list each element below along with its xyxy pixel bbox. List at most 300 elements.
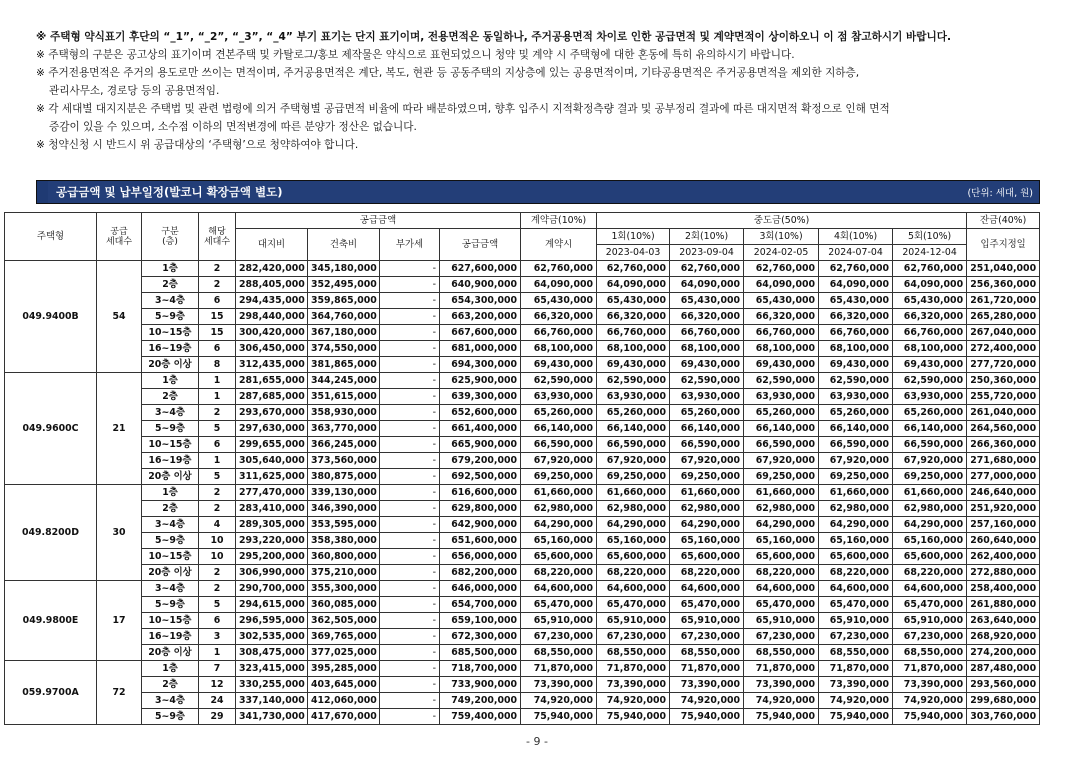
supply-cell: 694,300,000 xyxy=(440,357,521,373)
table-row xyxy=(5,469,1040,485)
contract-cell: 75,940,000 xyxy=(521,709,597,725)
table-row xyxy=(5,517,1040,533)
middle-payment-5-cell: 66,760,000 xyxy=(893,325,967,341)
vat-cell: - xyxy=(380,645,440,661)
middle-payment-2-cell: 66,140,000 xyxy=(670,421,744,437)
section-header xyxy=(36,180,1040,204)
middle-payment-4-cell: 68,100,000 xyxy=(819,341,893,357)
building-cell: 381,865,000 xyxy=(308,357,380,373)
building-cell: 352,495,000 xyxy=(308,277,380,293)
middle-payment-5-cell: 73,390,000 xyxy=(893,677,967,693)
middle-payment-4-cell: 65,910,000 xyxy=(819,613,893,629)
middle-payment-4-cell: 62,760,000 xyxy=(819,261,893,277)
count-cell: 1 xyxy=(199,373,236,389)
middle-payment-4-cell: 65,260,000 xyxy=(819,405,893,421)
supply-cell: 646,000,000 xyxy=(440,581,521,597)
middle-payment-4-cell: 71,870,000 xyxy=(819,661,893,677)
vat-cell: - xyxy=(380,437,440,453)
middle-payment-3-cell: 65,430,000 xyxy=(744,293,819,309)
middle-payment-2-cell: 65,160,000 xyxy=(670,533,744,549)
land-cell: 299,655,000 xyxy=(236,437,308,453)
land-cell: 323,415,000 xyxy=(236,661,308,677)
supply-cell: 665,900,000 xyxy=(440,437,521,453)
middle-payment-5-cell: 65,430,000 xyxy=(893,293,967,309)
balance-cell: 272,880,000 xyxy=(967,565,1040,581)
vat-cell: - xyxy=(380,357,440,373)
contract-cell: 73,390,000 xyxy=(521,677,597,693)
count-cell: 4 xyxy=(199,517,236,533)
middle-payment-3-cell: 69,430,000 xyxy=(744,357,819,373)
floor-cell: 1층 xyxy=(142,485,199,501)
vat-cell: - xyxy=(380,501,440,517)
middle-payment-2-cell: 65,260,000 xyxy=(670,405,744,421)
count-cell: 24 xyxy=(199,693,236,709)
header-balance: 입주지정일 xyxy=(967,229,1040,261)
middle-payment-4-cell: 66,760,000 xyxy=(819,325,893,341)
land-cell: 283,410,000 xyxy=(236,501,308,517)
middle-payment-2-cell: 68,550,000 xyxy=(670,645,744,661)
header-contract-group: 계약금(10%) xyxy=(521,213,597,229)
middle-payment-1-cell: 66,320,000 xyxy=(597,309,670,325)
table-row xyxy=(5,645,1040,661)
land-cell: 288,405,000 xyxy=(236,277,308,293)
table-row xyxy=(5,565,1040,581)
middle-payment-2-cell: 63,930,000 xyxy=(670,389,744,405)
land-cell: 306,990,000 xyxy=(236,565,308,581)
building-cell: 345,180,000 xyxy=(308,261,380,277)
count-cell: 6 xyxy=(199,613,236,629)
middle-payment-4-cell: 64,600,000 xyxy=(819,581,893,597)
floor-cell: 16~19층 xyxy=(142,341,199,357)
price-table-body xyxy=(5,261,1040,725)
count-cell: 15 xyxy=(199,325,236,341)
middle-payment-1-cell: 65,910,000 xyxy=(597,613,670,629)
middle-payment-3-cell: 75,940,000 xyxy=(744,709,819,725)
note-line: ※ 청약신청 시 반드시 위 공급대상의 ‘주택형’으로 청약하여야 합니다. xyxy=(36,139,359,151)
count-cell: 15 xyxy=(199,309,236,325)
header-contract: 계약시 xyxy=(521,229,597,261)
middle-payment-2-cell: 69,430,000 xyxy=(670,357,744,373)
table-row xyxy=(5,373,1040,389)
table-row xyxy=(5,533,1040,549)
supply-cell: 718,700,000 xyxy=(440,661,521,677)
vat-cell: - xyxy=(380,405,440,421)
count-cell: 10 xyxy=(199,549,236,565)
floor-cell: 5~9층 xyxy=(142,309,199,325)
middle-payment-2-cell: 66,760,000 xyxy=(670,325,744,341)
contract-cell: 64,600,000 xyxy=(521,581,597,597)
middle-payment-2-cell: 67,230,000 xyxy=(670,629,744,645)
middle-payment-3-cell: 64,600,000 xyxy=(744,581,819,597)
notes-section xyxy=(36,28,1046,154)
middle-payment-2-cell: 65,430,000 xyxy=(670,293,744,309)
floor-cell: 5~9층 xyxy=(142,533,199,549)
vat-cell: - xyxy=(380,485,440,501)
middle-payment-4-cell: 64,290,000 xyxy=(819,517,893,533)
balance-cell: 261,040,000 xyxy=(967,405,1040,421)
table-row xyxy=(5,357,1040,373)
type-cell: 049.9600C xyxy=(5,373,97,485)
supply-cell: 672,300,000 xyxy=(440,629,521,645)
land-cell: 297,630,000 xyxy=(236,421,308,437)
middle-payment-5-cell: 66,320,000 xyxy=(893,309,967,325)
middle-payment-3-cell: 67,230,000 xyxy=(744,629,819,645)
balance-cell: 258,400,000 xyxy=(967,581,1040,597)
table-row xyxy=(5,709,1040,725)
floor-cell: 3~4층 xyxy=(142,517,199,533)
middle-payment-1-cell: 73,390,000 xyxy=(597,677,670,693)
middle-payment-5-cell: 74,920,000 xyxy=(893,693,967,709)
count-cell: 2 xyxy=(199,405,236,421)
middle-payment-5-cell: 65,160,000 xyxy=(893,533,967,549)
middle-payment-3-cell: 66,590,000 xyxy=(744,437,819,453)
section-title-bar xyxy=(48,181,1039,203)
header-floor: 구분 (층) xyxy=(142,213,199,261)
supply-cell: 733,900,000 xyxy=(440,677,521,693)
table-row xyxy=(5,389,1040,405)
middle-payment-1-cell: 66,140,000 xyxy=(597,421,670,437)
supply-cell: 639,300,000 xyxy=(440,389,521,405)
middle-payment-3-cell: 68,550,000 xyxy=(744,645,819,661)
land-cell: 311,625,000 xyxy=(236,469,308,485)
units-cell: 30 xyxy=(97,485,142,581)
floor-cell: 5~9층 xyxy=(142,421,199,437)
building-cell: 358,930,000 xyxy=(308,405,380,421)
middle-payment-2-cell: 69,250,000 xyxy=(670,469,744,485)
middle-payment-1-cell: 62,980,000 xyxy=(597,501,670,517)
middle-payment-3-cell: 74,920,000 xyxy=(744,693,819,709)
land-cell: 341,730,000 xyxy=(236,709,308,725)
contract-cell: 61,660,000 xyxy=(521,485,597,501)
note-line: ※ 주거전용면적은 주거의 용도로만 쓰이는 면적이며, 주거공용면적은 계단, 복도, 현관 등 공동주택의 지상층에 있는 공용면적이며, 기타공용면적은 주거공용면적을 제외한 지하층, xyxy=(36,67,860,79)
supply-cell: 682,200,000 xyxy=(440,565,521,581)
balance-cell: 277,720,000 xyxy=(967,357,1040,373)
count-cell: 1 xyxy=(199,645,236,661)
count-cell: 6 xyxy=(199,293,236,309)
note-line: ※ 주택형의 구분은 공고상의 표기이며 견본주택 및 카탈로그/홍보 제작물은 약식으로 표현되었으니 청약 및 계약 시 주택형에 대한 혼동에 특히 유의하시기 바랍니다. xyxy=(36,49,795,61)
floor-cell: 20층 이상 xyxy=(142,357,199,373)
land-cell: 295,200,000 xyxy=(236,549,308,565)
header-units: 공급 세대수 xyxy=(97,213,142,261)
middle-payment-2-cell: 61,660,000 xyxy=(670,485,744,501)
contract-cell: 74,920,000 xyxy=(521,693,597,709)
land-cell: 289,305,000 xyxy=(236,517,308,533)
supply-cell: 692,500,000 xyxy=(440,469,521,485)
count-cell: 3 xyxy=(199,629,236,645)
middle-payment-3-cell: 68,220,000 xyxy=(744,565,819,581)
middle-payment-3-cell: 63,930,000 xyxy=(744,389,819,405)
middle-payment-5-cell: 62,760,000 xyxy=(893,261,967,277)
supply-cell: 616,600,000 xyxy=(440,485,521,501)
middle-payment-5-cell: 64,600,000 xyxy=(893,581,967,597)
middle-payment-3-cell: 71,870,000 xyxy=(744,661,819,677)
supply-cell: 654,300,000 xyxy=(440,293,521,309)
building-cell: 380,875,000 xyxy=(308,469,380,485)
land-cell: 308,475,000 xyxy=(236,645,308,661)
land-cell: 305,640,000 xyxy=(236,453,308,469)
building-cell: 351,615,000 xyxy=(308,389,380,405)
middle-payment-1-cell: 64,090,000 xyxy=(597,277,670,293)
middle-payment-1-cell: 71,870,000 xyxy=(597,661,670,677)
contract-cell: 68,550,000 xyxy=(521,645,597,661)
middle-payment-3-cell: 68,100,000 xyxy=(744,341,819,357)
contract-cell: 64,290,000 xyxy=(521,517,597,533)
count-cell: 2 xyxy=(199,565,236,581)
middle-payment-4-cell: 68,550,000 xyxy=(819,645,893,661)
count-cell: 5 xyxy=(199,469,236,485)
contract-cell: 66,590,000 xyxy=(521,437,597,453)
middle-payment-1-cell: 65,470,000 xyxy=(597,597,670,613)
middle-payment-3-cell: 69,250,000 xyxy=(744,469,819,485)
balance-cell: 251,920,000 xyxy=(967,501,1040,517)
vat-cell: - xyxy=(380,565,440,581)
land-cell: 282,420,000 xyxy=(236,261,308,277)
count-cell: 2 xyxy=(199,485,236,501)
middle-payment-5-cell: 67,230,000 xyxy=(893,629,967,645)
count-cell: 2 xyxy=(199,581,236,597)
middle-payment-1-cell: 65,160,000 xyxy=(597,533,670,549)
middle-payment-3-cell: 62,590,000 xyxy=(744,373,819,389)
middle-payment-4-cell: 62,590,000 xyxy=(819,373,893,389)
vat-cell: - xyxy=(380,309,440,325)
supply-cell: 640,900,000 xyxy=(440,277,521,293)
middle-payment-4-cell: 66,140,000 xyxy=(819,421,893,437)
contract-cell: 68,220,000 xyxy=(521,565,597,581)
table-row xyxy=(5,677,1040,693)
building-cell: 403,645,000 xyxy=(308,677,380,693)
count-cell: 10 xyxy=(199,533,236,549)
vat-cell: - xyxy=(380,517,440,533)
header-type: 주택형 xyxy=(5,213,97,261)
supply-cell: 642,900,000 xyxy=(440,517,521,533)
contract-cell: 66,760,000 xyxy=(521,325,597,341)
land-cell: 293,220,000 xyxy=(236,533,308,549)
middle-payment-5-cell: 66,590,000 xyxy=(893,437,967,453)
middle-payment-3-cell: 62,980,000 xyxy=(744,501,819,517)
count-cell: 7 xyxy=(199,661,236,677)
middle-payment-3-cell: 65,470,000 xyxy=(744,597,819,613)
balance-cell: 293,560,000 xyxy=(967,677,1040,693)
middle-payment-5-cell: 66,140,000 xyxy=(893,421,967,437)
floor-cell: 3~4층 xyxy=(142,405,199,421)
vat-cell: - xyxy=(380,549,440,565)
table-row xyxy=(5,629,1040,645)
middle-payment-4-cell: 73,390,000 xyxy=(819,677,893,693)
header-land: 대지비 xyxy=(236,229,308,261)
floor-cell: 5~9층 xyxy=(142,709,199,725)
middle-payment-5-cell: 65,600,000 xyxy=(893,549,967,565)
header-supply: 공급금액 xyxy=(440,229,521,261)
header-m4: 4회(10%) xyxy=(819,229,893,245)
supply-cell: 627,600,000 xyxy=(440,261,521,277)
middle-payment-4-cell: 69,250,000 xyxy=(819,469,893,485)
middle-payment-5-cell: 68,550,000 xyxy=(893,645,967,661)
header-hcount: 해당 세대수 xyxy=(199,213,236,261)
land-cell: 337,140,000 xyxy=(236,693,308,709)
middle-payment-2-cell: 62,760,000 xyxy=(670,261,744,277)
middle-payment-1-cell: 65,430,000 xyxy=(597,293,670,309)
count-cell: 2 xyxy=(199,501,236,517)
floor-cell: 1층 xyxy=(142,661,199,677)
contract-cell: 62,760,000 xyxy=(521,261,597,277)
middle-payment-1-cell: 64,290,000 xyxy=(597,517,670,533)
land-cell: 330,255,000 xyxy=(236,677,308,693)
balance-cell: 274,200,000 xyxy=(967,645,1040,661)
floor-cell: 5~9층 xyxy=(142,597,199,613)
vat-cell: - xyxy=(380,389,440,405)
middle-payment-5-cell: 71,870,000 xyxy=(893,661,967,677)
middle-payment-5-cell: 65,470,000 xyxy=(893,597,967,613)
building-cell: 374,550,000 xyxy=(308,341,380,357)
middle-payment-2-cell: 65,600,000 xyxy=(670,549,744,565)
middle-payment-2-cell: 64,290,000 xyxy=(670,517,744,533)
section-title: 공급금액 및 납부일정(발코니 확장금액 별도) xyxy=(56,185,283,199)
middle-payment-1-cell: 62,590,000 xyxy=(597,373,670,389)
floor-cell: 10~15층 xyxy=(142,325,199,341)
supply-cell: 679,200,000 xyxy=(440,453,521,469)
middle-payment-1-cell: 66,590,000 xyxy=(597,437,670,453)
supply-cell: 685,500,000 xyxy=(440,645,521,661)
middle-payment-4-cell: 67,920,000 xyxy=(819,453,893,469)
table-row xyxy=(5,341,1040,357)
section-accent xyxy=(37,181,48,203)
floor-cell: 20층 이상 xyxy=(142,645,199,661)
supply-cell: 625,900,000 xyxy=(440,373,521,389)
count-cell: 1 xyxy=(199,453,236,469)
units-cell: 21 xyxy=(97,373,142,485)
middle-payment-4-cell: 67,230,000 xyxy=(819,629,893,645)
middle-payment-2-cell: 74,920,000 xyxy=(670,693,744,709)
middle-payment-3-cell: 65,600,000 xyxy=(744,549,819,565)
middle-payment-5-cell: 65,260,000 xyxy=(893,405,967,421)
floor-cell: 1층 xyxy=(142,373,199,389)
table-row xyxy=(5,501,1040,517)
balance-cell: 261,720,000 xyxy=(967,293,1040,309)
middle-payment-4-cell: 64,090,000 xyxy=(819,277,893,293)
balance-cell: 262,400,000 xyxy=(967,549,1040,565)
middle-payment-3-cell: 65,910,000 xyxy=(744,613,819,629)
land-cell: 298,440,000 xyxy=(236,309,308,325)
middle-payment-4-cell: 69,430,000 xyxy=(819,357,893,373)
count-cell: 8 xyxy=(199,357,236,373)
middle-payment-4-cell: 68,220,000 xyxy=(819,565,893,581)
vat-cell: - xyxy=(380,261,440,277)
balance-cell: 251,040,000 xyxy=(967,261,1040,277)
vat-cell: - xyxy=(380,453,440,469)
units-cell: 72 xyxy=(97,661,142,725)
type-cell: 049.9800E xyxy=(5,581,97,661)
units-cell: 17 xyxy=(97,581,142,661)
floor-cell: 3~4층 xyxy=(142,581,199,597)
vat-cell: - xyxy=(380,709,440,725)
price-table xyxy=(4,212,1040,725)
building-cell: 344,245,000 xyxy=(308,373,380,389)
supply-cell: 663,200,000 xyxy=(440,309,521,325)
contract-cell: 67,230,000 xyxy=(521,629,597,645)
contract-cell: 65,910,000 xyxy=(521,613,597,629)
middle-payment-1-cell: 68,550,000 xyxy=(597,645,670,661)
middle-payment-1-cell: 62,760,000 xyxy=(597,261,670,277)
floor-cell: 2층 xyxy=(142,389,199,405)
vat-cell: - xyxy=(380,613,440,629)
middle-payment-5-cell: 64,090,000 xyxy=(893,277,967,293)
balance-cell: 250,360,000 xyxy=(967,373,1040,389)
building-cell: 412,060,000 xyxy=(308,693,380,709)
balance-cell: 299,680,000 xyxy=(967,693,1040,709)
table-row xyxy=(5,421,1040,437)
middle-payment-5-cell: 69,250,000 xyxy=(893,469,967,485)
building-cell: 355,300,000 xyxy=(308,581,380,597)
middle-payment-5-cell: 63,930,000 xyxy=(893,389,967,405)
contract-cell: 62,590,000 xyxy=(521,373,597,389)
building-cell: 359,865,000 xyxy=(308,293,380,309)
count-cell: 2 xyxy=(199,261,236,277)
balance-cell: 257,160,000 xyxy=(967,517,1040,533)
contract-cell: 66,140,000 xyxy=(521,421,597,437)
balance-cell: 261,880,000 xyxy=(967,597,1040,613)
middle-payment-5-cell: 75,940,000 xyxy=(893,709,967,725)
supply-cell: 629,800,000 xyxy=(440,501,521,517)
middle-payment-4-cell: 63,930,000 xyxy=(819,389,893,405)
building-cell: 395,285,000 xyxy=(308,661,380,677)
middle-payment-3-cell: 65,260,000 xyxy=(744,405,819,421)
contract-cell: 67,920,000 xyxy=(521,453,597,469)
middle-payment-5-cell: 65,910,000 xyxy=(893,613,967,629)
middle-payment-4-cell: 74,920,000 xyxy=(819,693,893,709)
building-cell: 360,085,000 xyxy=(308,597,380,613)
balance-cell: 264,560,000 xyxy=(967,421,1040,437)
count-cell: 6 xyxy=(199,341,236,357)
header-d5: 2024-12-04 xyxy=(893,245,967,261)
count-cell: 2 xyxy=(199,277,236,293)
land-cell: 302,535,000 xyxy=(236,629,308,645)
header-middle-group: 중도금(50%) xyxy=(597,213,967,229)
middle-payment-5-cell: 62,980,000 xyxy=(893,501,967,517)
section-unit: (단위: 세대, 원) xyxy=(967,188,1033,199)
page-number: - 9 - xyxy=(526,735,548,748)
table-row xyxy=(5,293,1040,309)
balance-cell: 265,280,000 xyxy=(967,309,1040,325)
building-cell: 375,210,000 xyxy=(308,565,380,581)
building-cell: 417,670,000 xyxy=(308,709,380,725)
middle-payment-1-cell: 66,760,000 xyxy=(597,325,670,341)
note-line: ※ 주택형 약식표기 후단의 “_1”, “_2”, “_3”, “_4” 부기 표기는 단지 표기이며, 전용면적은 동일하나, 주거공용면적 차이로 인한 공급면적 및 계약면적이 상이하오니 이 점 참고하시기 바랍니다. xyxy=(36,31,951,43)
middle-payment-2-cell: 64,090,000 xyxy=(670,277,744,293)
header-m5: 5회(10%) xyxy=(893,229,967,245)
header-balance-group: 잔금(40%) xyxy=(967,213,1040,229)
count-cell: 29 xyxy=(199,709,236,725)
count-cell: 6 xyxy=(199,437,236,453)
middle-payment-4-cell: 65,160,000 xyxy=(819,533,893,549)
middle-payment-2-cell: 67,920,000 xyxy=(670,453,744,469)
middle-payment-4-cell: 65,600,000 xyxy=(819,549,893,565)
middle-payment-1-cell: 67,920,000 xyxy=(597,453,670,469)
type-cell: 059.9700A xyxy=(5,661,97,725)
middle-payment-3-cell: 73,390,000 xyxy=(744,677,819,693)
supply-cell: 654,700,000 xyxy=(440,597,521,613)
floor-cell: 20층 이상 xyxy=(142,565,199,581)
balance-cell: 268,920,000 xyxy=(967,629,1040,645)
land-cell: 312,435,000 xyxy=(236,357,308,373)
middle-payment-4-cell: 65,470,000 xyxy=(819,597,893,613)
table-row xyxy=(5,581,1040,597)
middle-payment-4-cell: 75,940,000 xyxy=(819,709,893,725)
middle-payment-1-cell: 67,230,000 xyxy=(597,629,670,645)
count-cell: 12 xyxy=(199,677,236,693)
contract-cell: 65,430,000 xyxy=(521,293,597,309)
table-row xyxy=(5,485,1040,501)
balance-cell: 272,400,000 xyxy=(967,341,1040,357)
